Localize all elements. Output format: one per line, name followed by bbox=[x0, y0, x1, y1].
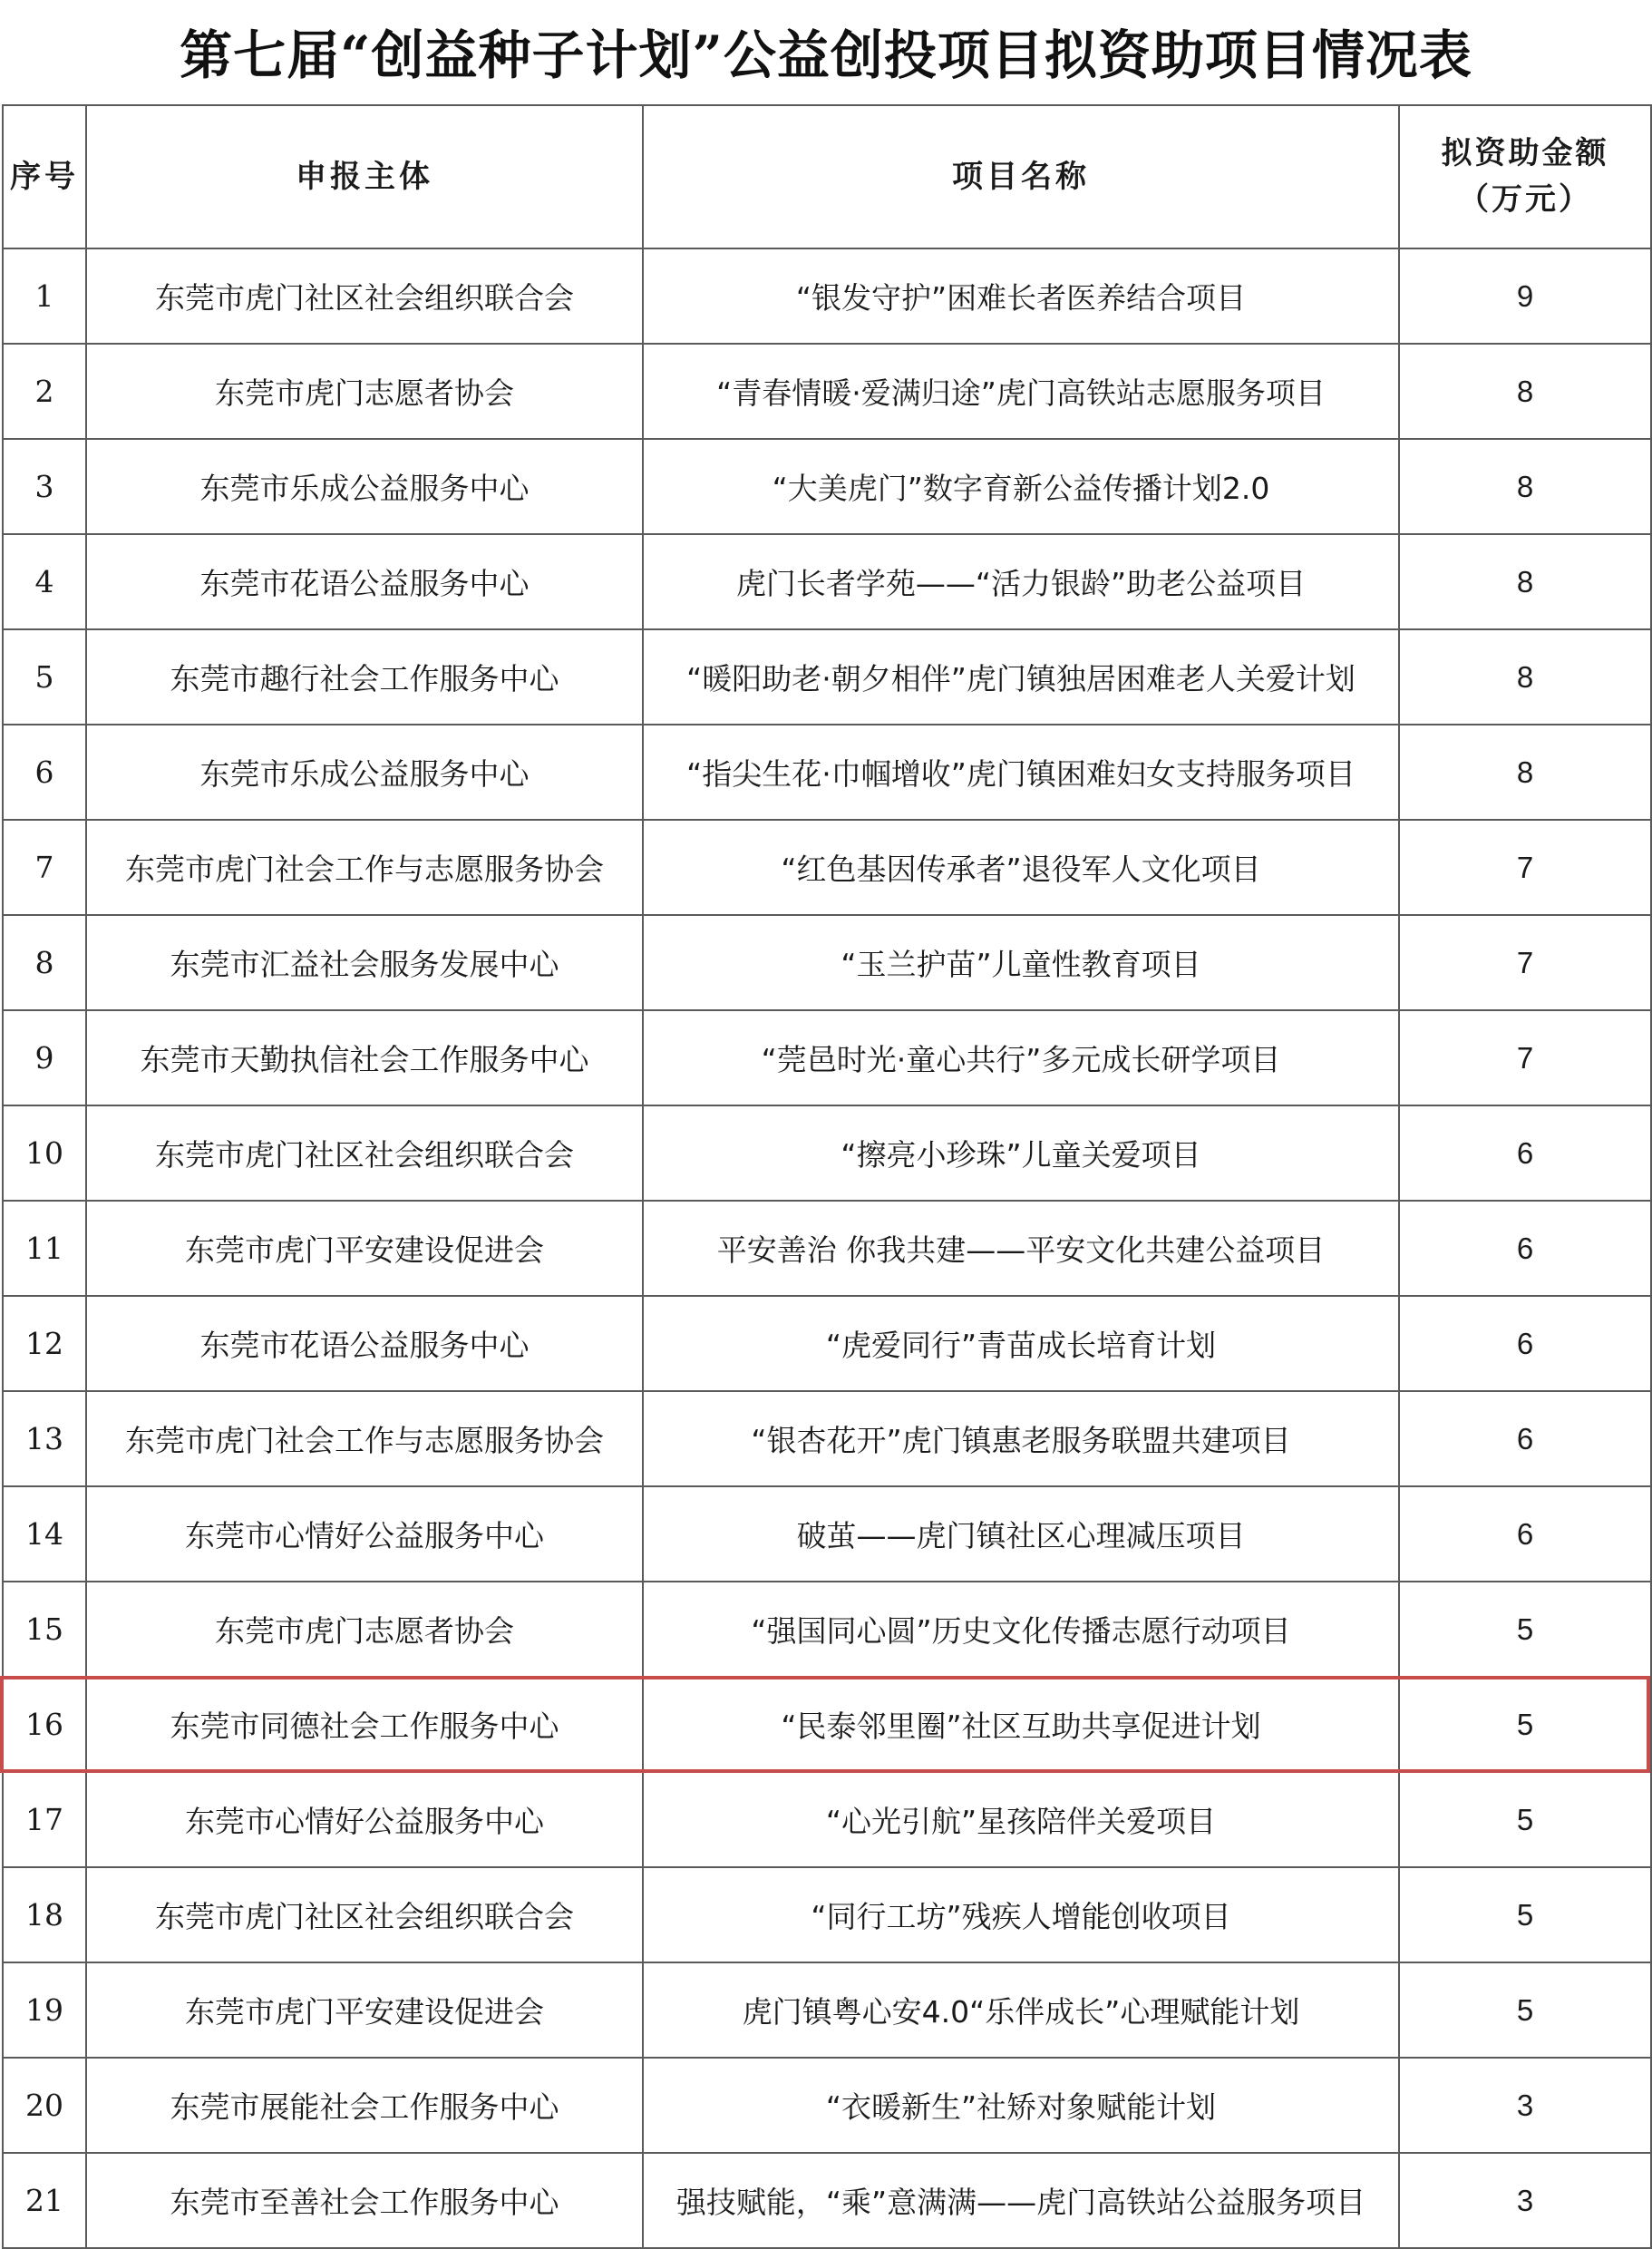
table-row bbox=[3, 1201, 1651, 1296]
table-row bbox=[3, 1677, 1651, 1772]
table-row bbox=[3, 1772, 1651, 1867]
row-no: 1 bbox=[3, 248, 86, 344]
row-no: 4 bbox=[3, 534, 86, 629]
row-project: “银发守护”困难长者医养结合项目 bbox=[643, 248, 1399, 344]
row-applicant: 东莞市汇益社会服务发展中心 bbox=[86, 915, 643, 1010]
row-amount: 7 bbox=[1399, 820, 1651, 915]
funding-table bbox=[2, 104, 1652, 2249]
table-row bbox=[3, 1962, 1651, 2058]
row-applicant: 东莞市虎门社会工作与志愿服务协会 bbox=[86, 820, 643, 915]
row-project: “莞邑时光·童心共行”多元成长研学项目 bbox=[643, 1010, 1399, 1105]
table-row bbox=[3, 344, 1651, 439]
row-no: 18 bbox=[3, 1867, 86, 1962]
row-no: 17 bbox=[3, 1772, 86, 1867]
row-applicant: 东莞市虎门平安建设促进会 bbox=[86, 1962, 643, 2058]
row-no: 6 bbox=[3, 725, 86, 820]
row-applicant: 东莞市虎门社区社会组织联合会 bbox=[86, 1105, 643, 1201]
row-applicant: 东莞市乐成公益服务中心 bbox=[86, 439, 643, 534]
row-applicant: 东莞市虎门志愿者协会 bbox=[86, 344, 643, 439]
row-no: 14 bbox=[3, 1486, 86, 1582]
row-project: “红色基因传承者”退役军人文化项目 bbox=[643, 820, 1399, 915]
table-row bbox=[3, 725, 1651, 820]
table-row bbox=[3, 2058, 1651, 2153]
row-amount: 5 bbox=[1399, 1677, 1651, 1772]
table-row bbox=[3, 1105, 1651, 1201]
row-no: 12 bbox=[3, 1296, 86, 1391]
row-no: 13 bbox=[3, 1391, 86, 1486]
row-no: 2 bbox=[3, 344, 86, 439]
row-project: “强国同心圆”历史文化传播志愿行动项目 bbox=[643, 1582, 1399, 1677]
table-row bbox=[3, 439, 1651, 534]
row-amount: 5 bbox=[1399, 1867, 1651, 1962]
row-amount: 3 bbox=[1399, 2058, 1651, 2153]
row-project: 平安善治 你我共建——平安文化共建公益项目 bbox=[643, 1201, 1399, 1296]
row-amount: 5 bbox=[1399, 1582, 1651, 1677]
row-amount: 8 bbox=[1399, 629, 1651, 725]
row-applicant: 东莞市展能社会工作服务中心 bbox=[86, 2058, 643, 2153]
row-applicant: 东莞市虎门平安建设促进会 bbox=[86, 1201, 643, 1296]
row-project: “大美虎门”数字育新公益传播计划2.0 bbox=[643, 439, 1399, 534]
row-applicant: 东莞市天勤执信社会工作服务中心 bbox=[86, 1010, 643, 1105]
row-project: “玉兰护苗”儿童性教育项目 bbox=[643, 915, 1399, 1010]
row-amount: 5 bbox=[1399, 1962, 1651, 2058]
row-no: 8 bbox=[3, 915, 86, 1010]
row-no: 19 bbox=[3, 1962, 86, 2058]
row-amount: 5 bbox=[1399, 1772, 1651, 1867]
row-amount: 6 bbox=[1399, 1391, 1651, 1486]
row-amount: 8 bbox=[1399, 344, 1651, 439]
row-no: 7 bbox=[3, 820, 86, 915]
row-project: “暖阳助老·朝夕相伴”虎门镇独居困难老人关爱计划 bbox=[643, 629, 1399, 725]
table-row bbox=[3, 1582, 1651, 1677]
table-header-row bbox=[3, 105, 1651, 248]
row-project: “擦亮小珍珠”儿童关爱项目 bbox=[643, 1105, 1399, 1201]
row-amount: 6 bbox=[1399, 1105, 1651, 1201]
table-row bbox=[3, 1296, 1651, 1391]
row-no: 21 bbox=[3, 2153, 86, 2248]
table-row bbox=[3, 248, 1651, 344]
row-amount: 8 bbox=[1399, 534, 1651, 629]
row-amount: 3 bbox=[1399, 2153, 1651, 2248]
row-no: 16 bbox=[3, 1677, 86, 1772]
header-project: 项目名称 bbox=[643, 105, 1399, 248]
table-row bbox=[3, 1391, 1651, 1486]
row-applicant: 东莞市乐成公益服务中心 bbox=[86, 725, 643, 820]
table-row bbox=[3, 534, 1651, 629]
row-amount: 9 bbox=[1399, 248, 1651, 344]
row-project: “同行工坊”残疾人增能创收项目 bbox=[643, 1867, 1399, 1962]
row-project: “衣暖新生”社矫对象赋能计划 bbox=[643, 2058, 1399, 2153]
table-row bbox=[3, 629, 1651, 725]
row-project: “民泰邻里圈”社区互助共享促进计划 bbox=[643, 1677, 1399, 1772]
row-project: 破茧——虎门镇社区心理减压项目 bbox=[643, 1486, 1399, 1582]
row-project: “虎爱同行”青苗成长培育计划 bbox=[643, 1296, 1399, 1391]
row-project: “指尖生花·巾帼增收”虎门镇困难妇女支持服务项目 bbox=[643, 725, 1399, 820]
row-applicant: 东莞市花语公益服务中心 bbox=[86, 1296, 643, 1391]
table-row bbox=[3, 2153, 1651, 2248]
row-applicant: 东莞市虎门志愿者协会 bbox=[86, 1582, 643, 1677]
row-applicant: 东莞市至善社会工作服务中心 bbox=[86, 2153, 643, 2248]
row-project: “青春情暖·爱满归途”虎门高铁站志愿服务项目 bbox=[643, 344, 1399, 439]
row-applicant: 东莞市花语公益服务中心 bbox=[86, 534, 643, 629]
header-amount-line2: （万元） bbox=[1458, 181, 1592, 218]
table-row bbox=[3, 915, 1651, 1010]
row-amount: 7 bbox=[1399, 915, 1651, 1010]
row-no: 3 bbox=[3, 439, 86, 534]
row-applicant: 东莞市虎门社区社会组织联合会 bbox=[86, 248, 643, 344]
row-no: 10 bbox=[3, 1105, 86, 1201]
header-amount bbox=[1399, 105, 1651, 248]
page-title: 第七届“创益种子计划”公益创投项目拟资助项目情况表 bbox=[180, 24, 1472, 86]
table-row bbox=[3, 1486, 1651, 1582]
table-row bbox=[3, 820, 1651, 915]
row-project: 虎门镇粤心安4.0“乐伴成长”心理赋能计划 bbox=[643, 1962, 1399, 2058]
row-no: 11 bbox=[3, 1201, 86, 1296]
row-applicant: 东莞市心情好公益服务中心 bbox=[86, 1486, 643, 1582]
row-project: “银杏花开”虎门镇惠老服务联盟共建项目 bbox=[643, 1391, 1399, 1486]
table-body bbox=[3, 248, 1651, 2248]
row-no: 15 bbox=[3, 1582, 86, 1677]
row-applicant: 东莞市同德社会工作服务中心 bbox=[86, 1677, 643, 1772]
row-project: “心光引航”星孩陪伴关爱项目 bbox=[643, 1772, 1399, 1867]
row-applicant: 东莞市趣行社会工作服务中心 bbox=[86, 629, 643, 725]
header-amount-line1: 拟资助金额 bbox=[1441, 135, 1609, 171]
row-no: 5 bbox=[3, 629, 86, 725]
row-amount: 8 bbox=[1399, 439, 1651, 534]
row-no: 9 bbox=[3, 1010, 86, 1105]
table-row bbox=[3, 1867, 1651, 1962]
row-no: 20 bbox=[3, 2058, 86, 2153]
row-amount: 8 bbox=[1399, 725, 1651, 820]
row-amount: 6 bbox=[1399, 1486, 1651, 1582]
header-no: 序号 bbox=[3, 105, 86, 248]
row-amount: 6 bbox=[1399, 1201, 1651, 1296]
row-applicant: 东莞市虎门社会工作与志愿服务协会 bbox=[86, 1391, 643, 1486]
table-row bbox=[3, 1010, 1651, 1105]
row-applicant: 东莞市心情好公益服务中心 bbox=[86, 1772, 643, 1867]
row-amount: 6 bbox=[1399, 1296, 1651, 1391]
row-project: 强技赋能，“乘”意满满——虎门高铁站公益服务项目 bbox=[643, 2153, 1399, 2248]
row-amount: 7 bbox=[1399, 1010, 1651, 1105]
row-applicant: 东莞市虎门社区社会组织联合会 bbox=[86, 1867, 643, 1962]
row-project: 虎门长者学苑——“活力银龄”助老公益项目 bbox=[643, 534, 1399, 629]
header-applicant: 申报主体 bbox=[86, 105, 643, 248]
